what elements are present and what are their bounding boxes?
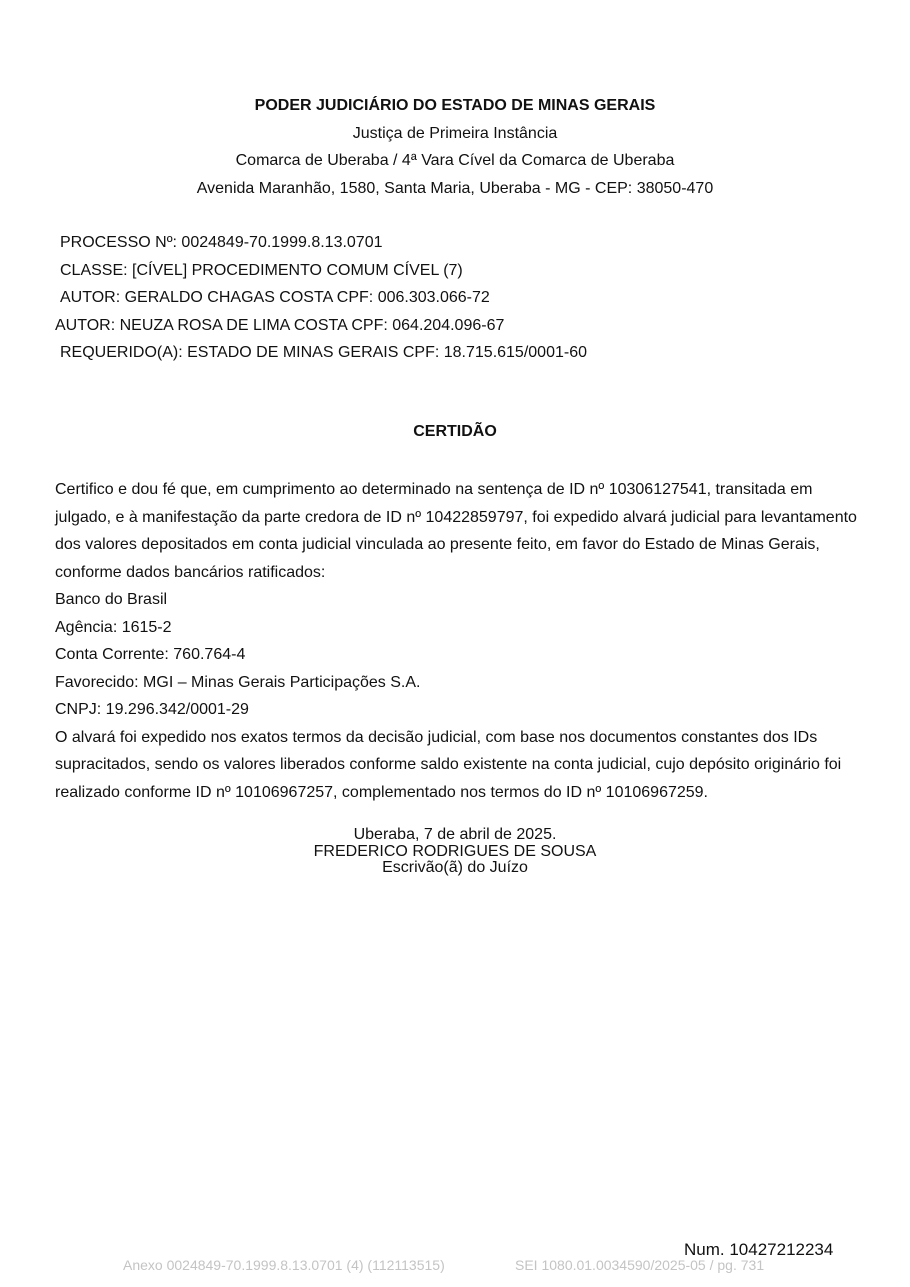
signer-name: FREDERICO RODRIGUES DE SOUSA <box>313 842 597 860</box>
court-address: Avenida Maranhão, 1580, Santa Maria, Uberaba - MG - CEP: 38050-470 <box>196 179 714 197</box>
sei-reference: SEI 1080.01.0034590/2025-05 / pg. 731 <box>515 1257 765 1273</box>
signer-role: Escrivão(ã) do Juízo <box>382 859 528 876</box>
beneficiary: Favorecido: MGI – Minas Gerais Participações S.A. <box>55 673 421 691</box>
annex-reference: Anexo 0024849-70.1999.8.13.0701 (4) (112113515) <box>123 1257 445 1273</box>
court-instance: Justiça de Primeira Instância <box>352 124 558 142</box>
certificate-title: CERTIDÃO <box>413 423 497 440</box>
author-2: AUTOR: NEUZA ROSA DE LIMA COSTA CPF: 064.204.096-67 <box>55 316 505 334</box>
bank-agency: Agência: 1615-2 <box>55 618 172 636</box>
case-class: CLASSE: [CÍVEL] PROCEDIMENTO COMUM CÍVEL (7) <box>60 261 463 279</box>
certificate-paragraph-1: Certifico e dou fé que, em cumprimento ao determinado na sentença de ID nº 10306127541, transitada em julgado, e à manifestação da parte credora de ID nº 10422859797, foi expedido alvará judicial para levantamento dos valores depositados em conta judicial vinculada ao presente feito, em favor do Estado de Minas Gerais, conforme dados bancários ratificados: <box>55 481 857 581</box>
signature-block <box>0 827 910 877</box>
certificate-body <box>55 476 860 806</box>
process-number: PROCESSO Nº: 0024849-70.1999.8.13.0701 <box>60 234 383 251</box>
respondent: REQUERIDO(A): ESTADO DE MINAS GERAIS CPF: 18.715.615/0001-60 <box>60 344 587 361</box>
document-number: Num. 10427212234 <box>684 1240 834 1259</box>
place-date: Uberaba, 7 de abril de 2025. <box>353 826 557 843</box>
certificate-paragraph-2: O alvará foi expedido nos exatos termos da decisão judicial, com base nos documentos constantes dos IDs supracitados, sendo os valores liberados conforme saldo existente na conta judicial, cujo depósito originário foi realizado conforme ID nº 10106967257, complementado nos termos do ID nº 10106967259. <box>55 728 842 801</box>
court-district: Comarca de Uberaba / 4ª Vara Cível da Comarca de Uberaba <box>235 152 675 169</box>
case-parties <box>55 229 875 367</box>
document-header <box>0 92 910 202</box>
beneficiary-cnpj: CNPJ: 19.296.342/0001-29 <box>55 701 249 718</box>
author-1: AUTOR: GERALDO CHAGAS COSTA CPF: 006.303.066-72 <box>60 289 490 306</box>
court-name: PODER JUDICIÁRIO DO ESTADO DE MINAS GERAIS <box>254 97 656 114</box>
bank-account: Conta Corrente: 760.764-4 <box>55 646 246 663</box>
bank-name: Banco do Brasil <box>55 591 168 608</box>
